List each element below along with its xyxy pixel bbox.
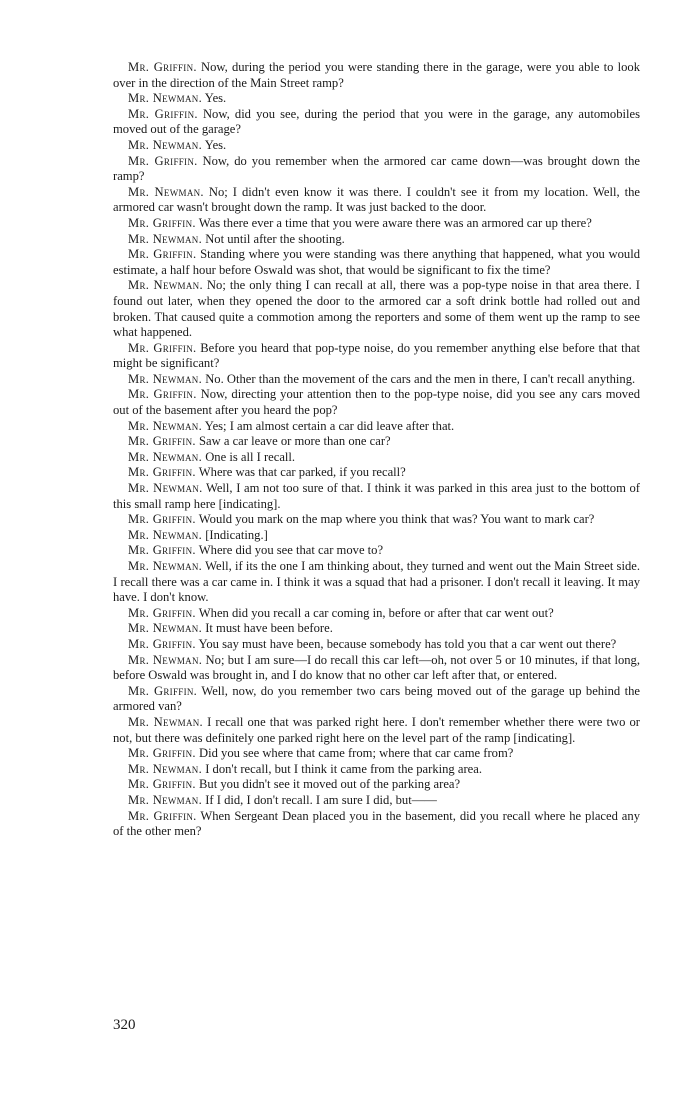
- speech-text: If I did, I don't recall. I am sure I did, but——: [205, 792, 437, 807]
- transcript-paragraph: [113, 60, 640, 91]
- speech-text: Not until after the shooting.: [205, 231, 345, 246]
- speech-text: Yes.: [204, 137, 227, 152]
- transcript-paragraph: [113, 512, 640, 528]
- speaker-name: Mr. Griffin.: [128, 512, 196, 527]
- speaker-name: Mr. Newman.: [128, 559, 203, 573]
- speaker-name: Mr. Griffin.: [128, 605, 196, 620]
- speech-text: Now, directing your attention then to the pop-type noise, did you see any cars moved out of the basement after you heard the pop?: [113, 387, 640, 418]
- speech-text: Saw a car leave or more than one car?: [199, 434, 391, 449]
- speaker-name: Mr. Griffin.: [128, 60, 197, 74]
- speech-text: Did you see where that came from; where that car came from?: [199, 746, 514, 761]
- transcript-paragraph: [113, 606, 640, 622]
- speaker-name: Mr. Newman.: [128, 481, 203, 496]
- speech-text: Yes.: [204, 91, 227, 106]
- speech-text: Before you heard that pop-type noise, do you remember anything else before that that might be significant?: [113, 340, 640, 371]
- transcript-paragraph: [113, 91, 640, 107]
- transcript-paragraph: [113, 543, 640, 559]
- speaker-name: Mr. Newman.: [128, 761, 203, 776]
- transcript-paragraph: [113, 278, 640, 340]
- speech-text: Was there ever a time that you were aware there was an armored car up there?: [198, 215, 592, 230]
- transcript-page: [113, 60, 640, 840]
- transcript-paragraph: [113, 637, 640, 653]
- speaker-name: Mr. Newman.: [128, 792, 203, 807]
- speech-text: No. Other than the movement of the cars and the men in there, I can't recall anything.: [205, 371, 636, 386]
- transcript-paragraph: [113, 621, 640, 637]
- transcript-paragraph: [113, 777, 640, 793]
- speaker-name: Mr. Newman.: [128, 371, 203, 386]
- speech-text: Now, during the period you were standing there in the garage, were you able to look over in the direction of the Main Street ramp?: [113, 60, 640, 90]
- speaker-name: Mr. Newman.: [128, 652, 203, 667]
- transcript-paragraph: [113, 185, 640, 216]
- transcript-paragraph: [113, 247, 640, 278]
- transcript-paragraph: [113, 481, 640, 512]
- speech-text: Standing where you were standing was there anything that happened, what you would estimate, a half hour before Oswald was shot, that would be significant to fix the time?: [113, 247, 640, 277]
- speaker-name: Mr. Griffin.: [128, 434, 196, 449]
- transcript-paragraph: [113, 793, 640, 809]
- transcript-paragraph: [113, 434, 640, 450]
- speech-text: When did you recall a car coming in, before or after that car went out?: [198, 605, 554, 620]
- transcript-paragraph: [113, 465, 640, 481]
- speech-text: Well, I am not too sure of that. I think it was parked in this area just to the bottom of this small ramp here [indicating].: [113, 481, 640, 511]
- speaker-name: Mr. Griffin.: [128, 247, 197, 262]
- speaker-name: Mr. Griffin.: [128, 636, 196, 651]
- speaker-name: Mr. Griffin.: [128, 387, 197, 402]
- speaker-name: Mr. Newman.: [128, 527, 203, 542]
- speech-text: You say must have been, because somebody has told you that a car went out there?: [198, 636, 617, 651]
- speaker-name: Mr. Newman.: [128, 418, 203, 433]
- transcript-paragraph: [113, 232, 640, 248]
- transcript-paragraph: [113, 684, 640, 715]
- speech-text: No; but I am sure—I do recall this car left—oh, not over 5 or 10 minutes, if that long, before Oswald was brought in, and I do know that no other car left after that, or entered.: [113, 652, 640, 683]
- speech-text: Now, did you see, during the period that you were in the garage, any automobiles moved out of the garage?: [113, 106, 640, 137]
- speech-text: One is all I recall.: [205, 449, 296, 464]
- speech-text: [Indicating.]: [205, 527, 268, 542]
- transcript-paragraph: [113, 809, 640, 840]
- speech-text: I recall one that was parked right here. I don't remember whether there were two or not, but there was definitely one parked right here on the level part of the ramp [indicating].: [113, 714, 640, 745]
- speech-text: Well, now, do you remember two cars being moved out of the garage up behind the armored van?: [113, 683, 640, 714]
- speech-text: But you didn't see it moved out of the parking area?: [199, 777, 461, 792]
- speech-text: I don't recall, but I think it came from the parking area.: [205, 761, 482, 776]
- transcript-paragraph: [113, 715, 640, 746]
- transcript-paragraph: [113, 528, 640, 544]
- transcript-paragraph: [113, 107, 640, 138]
- speaker-name: Mr. Griffin.: [128, 808, 197, 823]
- speaker-name: Mr. Newman.: [128, 184, 204, 199]
- transcript-paragraph: [113, 450, 640, 466]
- transcript-paragraph: [113, 559, 640, 606]
- speech-text: Where was that car parked, if you recall?: [198, 465, 406, 480]
- speech-text: Well, if its the one I am thinking about, they turned and went out the Main Street side. I recall there was a car came in. I think it was a squad that had a prisoner. I don't recall it leaving. It may have. I don't know.: [113, 559, 640, 605]
- speaker-name: Mr. Griffin.: [128, 746, 196, 761]
- transcript-paragraph: [113, 372, 640, 388]
- transcript-paragraph: [113, 138, 640, 154]
- speech-text: Now, do you remember when the armored car came down—was brought down the ramp?: [113, 153, 640, 184]
- speech-text: Would you mark on the map where you think that was? You want to mark car?: [198, 512, 595, 527]
- speaker-name: Mr. Griffin.: [128, 683, 198, 698]
- speaker-name: Mr. Newman.: [128, 91, 203, 106]
- speaker-name: Mr. Griffin.: [128, 215, 196, 230]
- transcript-paragraph: [113, 762, 640, 778]
- page-number: 320: [113, 1017, 136, 1033]
- speech-text: Where did you see that car move to?: [198, 543, 384, 558]
- transcript-paragraph: [113, 216, 640, 232]
- transcript-paragraph: [113, 746, 640, 762]
- speech-text: When Sergeant Dean placed you in the basement, did you recall where he placed any of the other men?: [113, 808, 640, 839]
- speaker-name: Mr. Newman.: [128, 137, 203, 152]
- speaker-name: Mr. Newman.: [128, 449, 203, 464]
- speaker-name: Mr. Griffin.: [128, 106, 198, 121]
- speech-text: Yes; I am almost certain a car did leave after that.: [204, 418, 455, 433]
- speaker-name: Mr. Griffin.: [128, 153, 198, 168]
- speech-text: No; the only thing I can recall at all, there was a pop-type noise in that area there. I found out later, when they opened the door to the armored car a soft drink bottle had rolled out and broken. That caused quite a commotion among the reporters and some of them went up the ramp to see what happened.: [113, 278, 640, 340]
- speaker-name: Mr. Newman.: [128, 714, 203, 729]
- speaker-name: Mr. Newman.: [128, 621, 203, 636]
- transcript-paragraph: [113, 653, 640, 684]
- transcript-paragraph: [113, 341, 640, 372]
- speaker-name: Mr. Griffin.: [128, 340, 197, 355]
- transcript-paragraph: [113, 154, 640, 185]
- speaker-name: Mr. Griffin.: [128, 543, 196, 558]
- speaker-name: Mr. Griffin.: [128, 465, 196, 480]
- speech-text: It must have been before.: [205, 621, 333, 636]
- speech-text: No; I didn't even know it was there. I couldn't see it from my location. Well, the armored car wasn't brought down the ramp. It was just backed to the door.: [113, 184, 641, 215]
- speaker-name: Mr. Newman.: [128, 278, 203, 293]
- transcript-paragraph: [113, 419, 640, 435]
- transcript-paragraph: [113, 387, 640, 418]
- speaker-name: Mr. Newman.: [128, 231, 203, 246]
- speaker-name: Mr. Griffin.: [128, 777, 196, 792]
